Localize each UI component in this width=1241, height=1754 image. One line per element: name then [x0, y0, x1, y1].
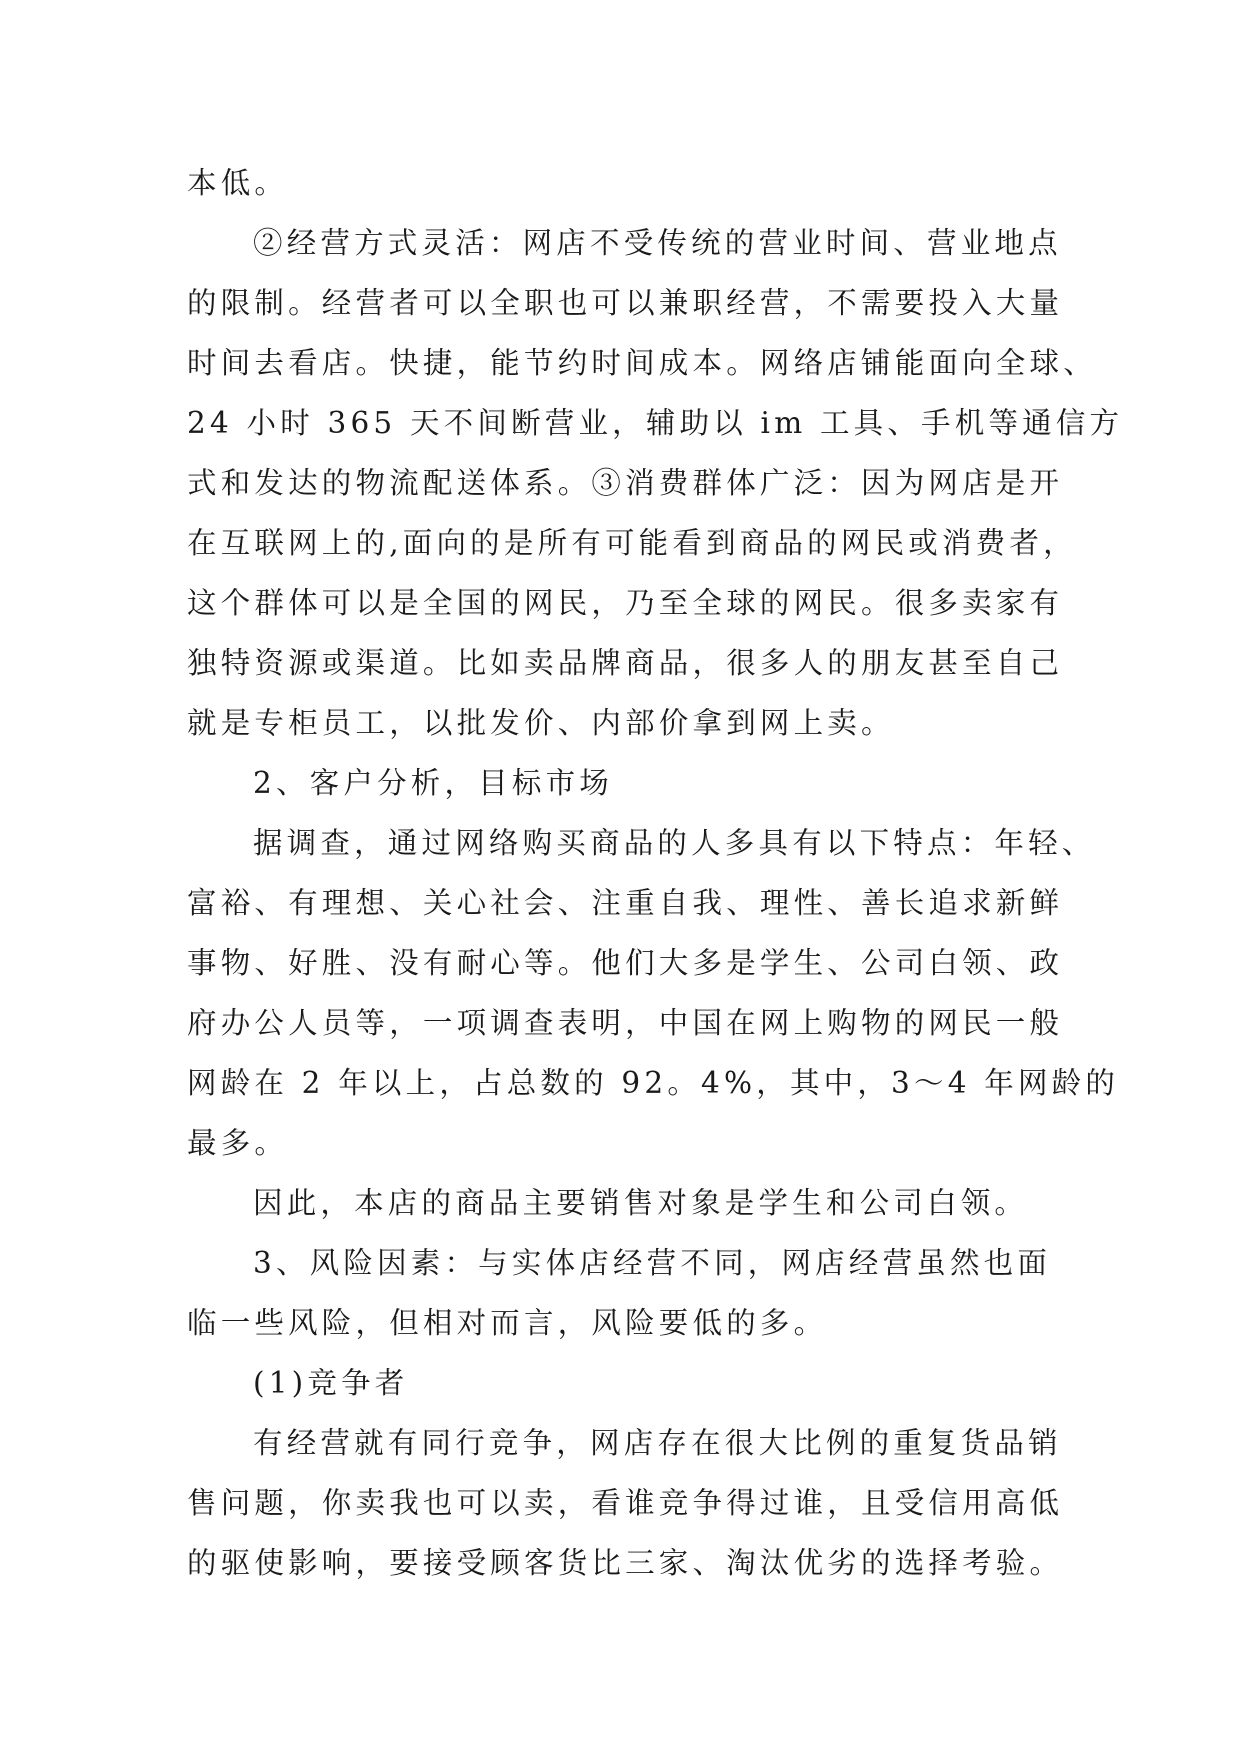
text-line: 事物、好胜、没有耐心等。他们大多是学生、公司白领、政	[187, 946, 1064, 980]
text-line: 有经营就有同行竞争，网店存在很大比例的重复货品销	[253, 1426, 1062, 1460]
text-line: 式和发达的物流配送体系。③消费群体广泛：因为网店是开	[187, 466, 1064, 500]
text-line: 时间去看店。快捷，能节约时间成本。网络店铺能面向全球、	[187, 346, 1097, 380]
text-line: 据调查，通过网络购买商品的人多具有以下特点：年轻、	[253, 826, 1096, 860]
text-line: 网龄在 2 年以上，占总数的 92。4%，其中，3～4 年网龄的	[187, 1066, 1120, 1100]
text-line: 在互联网上的,面向的是所有可能看到商品的网民或消费者，	[187, 526, 1077, 560]
text-line: 因此，本店的商品主要销售对象是学生和公司白领。	[253, 1186, 1029, 1220]
text-line: ②经营方式灵活：网店不受传统的营业时间、营业地点	[253, 226, 1062, 260]
section-heading: 3、风险因素：与实体店经营不同，网店经营虽然也面	[253, 1246, 1052, 1280]
section-heading: 2、客户分析，目标市场	[253, 766, 613, 800]
text-line: 临一些风险，但相对而言，风险要低的多。	[187, 1306, 828, 1340]
text-line: 富裕、有理想、关心社会、注重自我、理性、善长追求新鲜	[187, 886, 1064, 920]
subsection-heading: (1)竞争者	[253, 1366, 409, 1400]
text-line: 本低。	[187, 166, 289, 200]
text-line: 售问题，你卖我也可以卖，看谁竞争得过谁，且受信用高低	[187, 1486, 1064, 1520]
text-line: 独特资源或渠道。比如卖品牌商品，很多人的朋友甚至自己	[187, 646, 1064, 680]
text-line: 就是专柜员工，以批发价、内部价拿到网上卖。	[187, 706, 895, 740]
text-line: 24 小时 365 天不间断营业，辅助以 im 工具、手机等通信方	[187, 406, 1124, 440]
body-text	[187, 153, 1124, 1593]
text-line: 这个群体可以是全国的网民，乃至全球的网民。很多卖家有	[187, 586, 1064, 620]
text-line: 的驱使影响，要接受顾客货比三家、淘汰优劣的选择考验。	[187, 1546, 1064, 1580]
text-line: 府办公人员等，一项调查表明，中国在网上购物的网民一般	[187, 1006, 1064, 1040]
text-line: 的限制。经营者可以全职也可以兼职经营，不需要投入大量	[187, 286, 1064, 320]
text-line: 最多。	[187, 1126, 289, 1160]
